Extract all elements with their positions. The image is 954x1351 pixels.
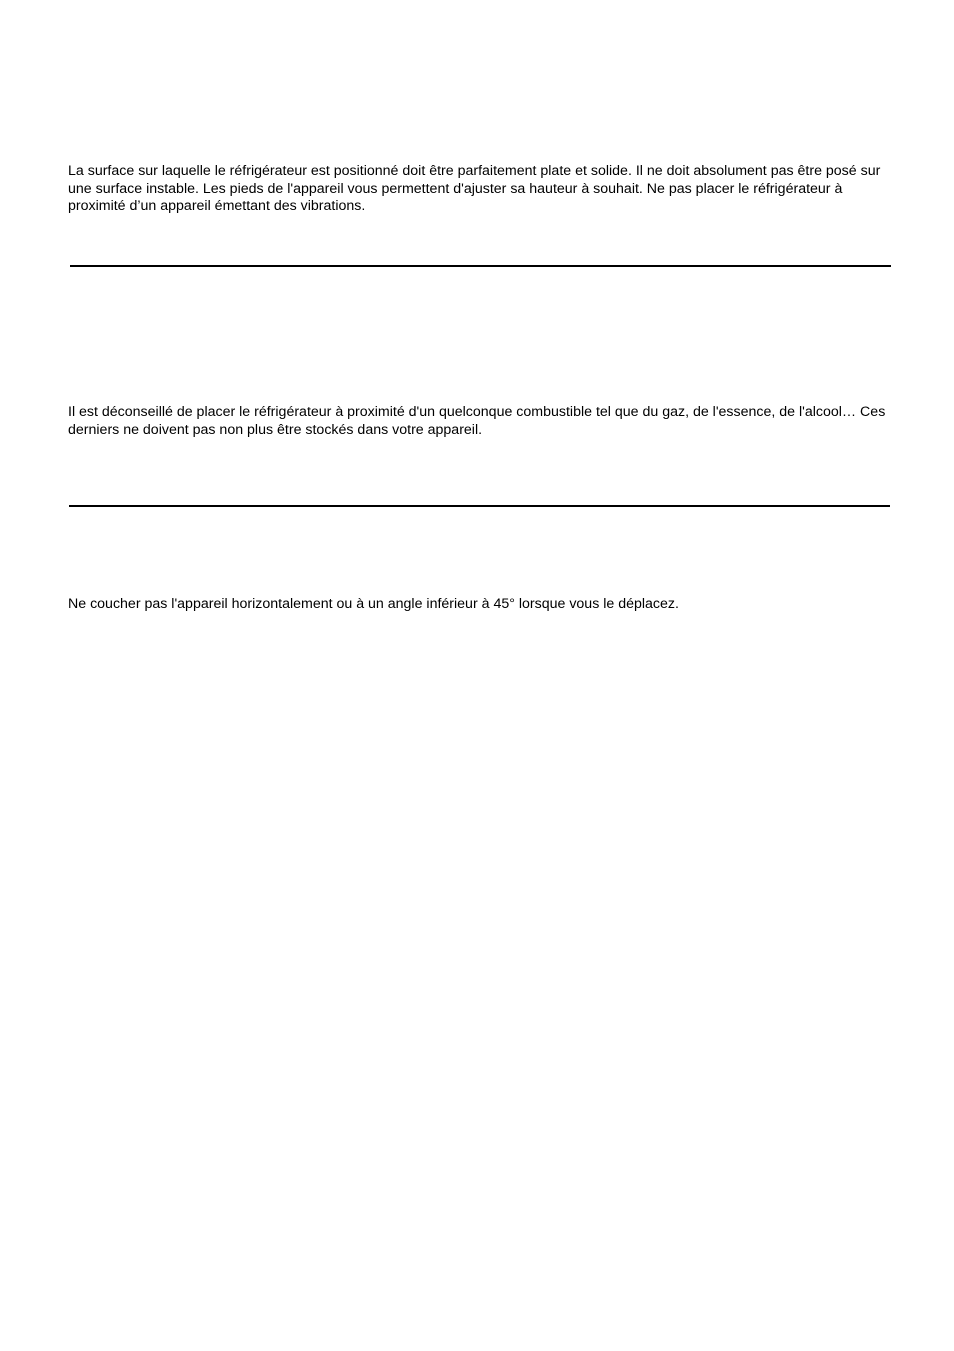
divider-line bbox=[70, 265, 891, 267]
paragraph-angle: Ne coucher pas l'appareil horizontalement ou à un angle inférieur à 45° lorsque vous le déplacez. bbox=[68, 596, 679, 612]
paragraph-surface: La surface sur laquelle le réfrigérateur est positionné doit être parfaitement plate et solide. Il ne doit absolument pas être posé sur une surface instable. Les pieds de l'appareil vous permettent d'ajuster sa hauteur à souhait. Ne pas placer le réfrigérateur à proximité d’un appareil émettant des vibrations. bbox=[68, 163, 881, 215]
divider-line bbox=[69, 505, 890, 507]
paragraph-combustible: Il est déconseillé de placer le réfrigérateur à proximité d'un quelconque combustible tel que du gaz, de l'essence, de l'alcool… Ces derniers ne doivent pas non plus être stockés dans votre appareil. bbox=[68, 404, 886, 438]
